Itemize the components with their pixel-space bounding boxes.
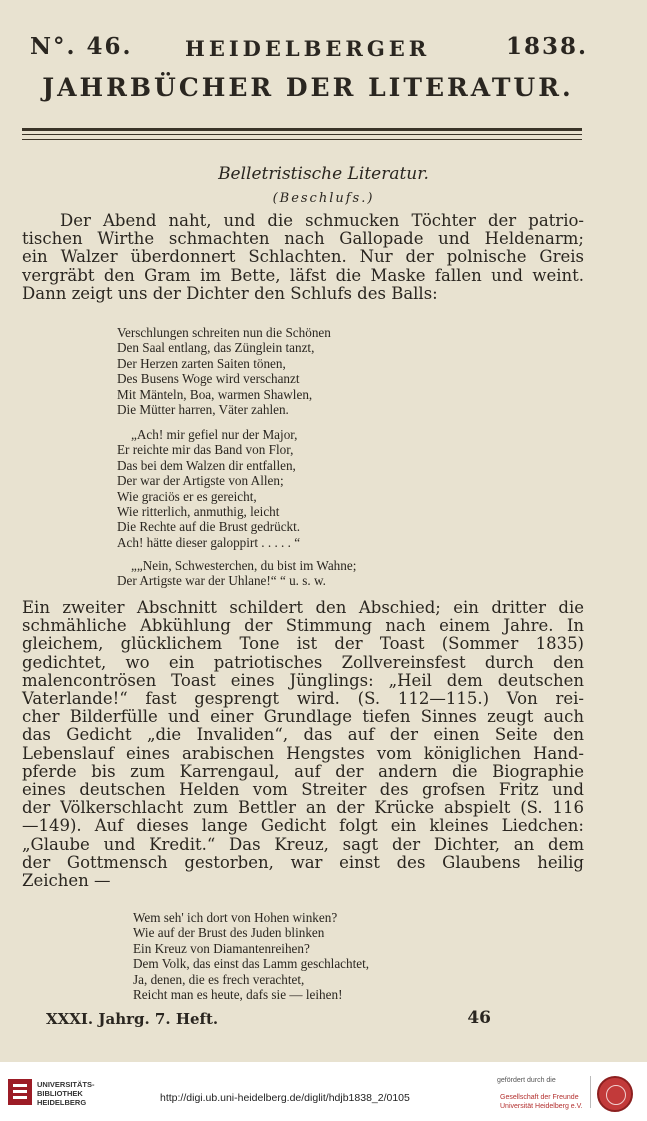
- text-line: Dann zeigt uns der Dichter den Schlufs des Balls:: [22, 283, 438, 303]
- verse-line: Ja, denen, die es frech verachtet,: [133, 971, 305, 987]
- text-line: Lebenslauf eines arabischen Hengstes vom königlichen Hand-: [22, 743, 584, 763]
- text-line: ein Walzer überdonnert Schlachten. Nur der polnische Greis: [22, 247, 584, 267]
- permalink-url[interactable]: http://digi.ub.uni-heidelberg.de/diglit/hdjb1838_2/0105: [160, 1092, 410, 1104]
- library-name-line: UNIVERSITÄTS-: [37, 1080, 95, 1089]
- verse-line: Das bei dem Walzen dir entfallen,: [117, 457, 296, 473]
- verse-line: Die Rechte auf die Brust gedrückt.: [117, 519, 301, 535]
- verse-line: Wie graciös er es gereicht,: [117, 488, 257, 504]
- paragraph-2: [22, 599, 584, 890]
- divider: [590, 1076, 591, 1108]
- verse-line: Der Herzen zarten Saiten tönen,: [117, 355, 286, 371]
- text-line: gleichem, glücklichem Tone ist der Toast (Sommer 1835): [22, 634, 584, 654]
- verse-line: Reicht man es heute, dafs sie — leihen!: [133, 987, 343, 1003]
- verse-line: Ach! hätte dieser galoppirt . . . . . “: [117, 534, 301, 550]
- verse-line: Mit Mänteln, Boa, warmen Shawlen,: [117, 386, 313, 402]
- sponsor-name-line: Gesellschaft der Freunde: [500, 1094, 579, 1101]
- text-line: cher Bilderfülle und einer Grundlage tiefen Sinnes zeugt auch: [22, 707, 584, 727]
- text-line: Ein zweiter Abschnitt schildert den Abschied; ein dritter die: [22, 598, 584, 617]
- verse-line: Wie auf der Brust des Juden blinken: [133, 925, 325, 941]
- sponsor-name-line: Universität Heidelberg e.V.: [500, 1103, 583, 1110]
- verse-line: Ein Kreuz von Diamantenreihen?: [133, 940, 310, 956]
- library-name-line: HEIDELBERG: [37, 1098, 87, 1107]
- text-line: eines deutschen Helden vom Streiter des grofsen Fritz und: [22, 780, 584, 800]
- text-line: pferde bis zum Karrengaul, auf der andern die Biographie: [22, 761, 584, 781]
- verse-line: Der Artigste war der Uhlane!“ “ u. s. w.: [117, 573, 326, 589]
- journal-title: JAHRBÜCHER DER LITERATUR.: [42, 73, 574, 102]
- text-line: „Glaube und Kredit.“ Das Kreuz, sagt der Dichter, an dem: [22, 834, 584, 854]
- library-name-line: BIBLIOTHEK: [37, 1089, 83, 1098]
- verse-stanza-4: [133, 910, 369, 1002]
- signature-mark: XXXI. Jahrg. 7. Heft.: [46, 1010, 219, 1028]
- text-line: vergräbt den Gram im Bette, läfst die Maske fallen und weint.: [22, 265, 584, 285]
- text-line: das Gedicht „die Invaliden“, das auf der einen Seite den: [22, 725, 584, 745]
- text-line: der Gottmensch gestorben, war einst des Glaubens heilig: [22, 852, 584, 872]
- verse-line: Wie ritterlich, anmuthig, leicht: [117, 504, 280, 520]
- year: 1838.: [505, 33, 588, 60]
- verse-line: „Ach! mir gefiel nur der Major,: [131, 427, 298, 442]
- issue-number: N°. 46.: [30, 33, 133, 60]
- page-footer: [46, 1010, 491, 1028]
- page-number: 46: [467, 1008, 491, 1028]
- verse-line: Er reichte mir das Band von Flor,: [117, 442, 294, 458]
- sponsor-name[interactable]: [500, 1093, 583, 1111]
- viewer-bottom-bar: [0, 1062, 647, 1121]
- header-rule-thin: [22, 134, 582, 135]
- verse-line: Des Busens Woge wird verschanzt: [117, 371, 300, 387]
- text-line: —149). Auf dieses lange Gedicht folgt ein kleines Liedchen:: [22, 816, 584, 836]
- running-header: [30, 33, 588, 63]
- verse-stanza-1: [117, 325, 331, 417]
- verse-line: Wem seh' ich dort von Hohen winken?: [133, 910, 338, 925]
- verse-line: Der war der Artigste von Allen;: [117, 473, 284, 489]
- text-line: gedichtet, wo ein patriotisches Zollvereinsfest durch den: [22, 652, 584, 672]
- verse-line: Den Saal entlang, das Zünglein tanzt,: [117, 340, 315, 356]
- text-line: tischen Wirthe schmachten nach Gallopade und Heldenarm;: [22, 229, 584, 249]
- journal-heading: HEIDELBERGER: [185, 36, 431, 61]
- verse-line: „„Nein, Schwesterchen, du bist im Wahne;: [131, 558, 357, 573]
- text-line: Der Abend naht, und die schmucken Töchter der patrio-: [60, 211, 584, 230]
- header-rule-thin: [22, 139, 582, 140]
- verse-line: Dem Volk, das einst das Lamm geschlachtet,: [133, 956, 370, 972]
- library-name: [37, 1080, 95, 1107]
- text-line: malencontrösen Toast eines Jünglings: „Heil dem deutschen: [22, 670, 584, 690]
- paragraph-1: [22, 212, 584, 303]
- text-line: Vaterlande!“ fast gesprengt wird. (S. 112—115.) Von rei-: [22, 689, 584, 709]
- text-line: schmähliche Abkühlung der Stimmung nach einem Jahre. In: [22, 616, 584, 636]
- verse-stanza-2: [117, 427, 300, 550]
- verse-stanza-3: [117, 558, 356, 589]
- text-line: der Völkerschlacht zum Bettler an der Krücke abspielt (S. 116: [22, 798, 584, 818]
- section-title: Belletristische Literatur.: [218, 164, 429, 184]
- university-seal-icon: [597, 1076, 633, 1112]
- funded-by-label: gefördert durch die: [497, 1077, 556, 1084]
- text-line: Zeichen —: [22, 871, 111, 891]
- header-rule-thick: [22, 128, 582, 131]
- verse-line: Die Mütter harren, Väter zahlen.: [117, 402, 289, 418]
- verse-line: Verschlungen schreiten nun die Schönen: [117, 325, 331, 340]
- library-logo-icon[interactable]: [8, 1079, 32, 1105]
- section-subtitle: (Beschlufs.): [272, 191, 375, 206]
